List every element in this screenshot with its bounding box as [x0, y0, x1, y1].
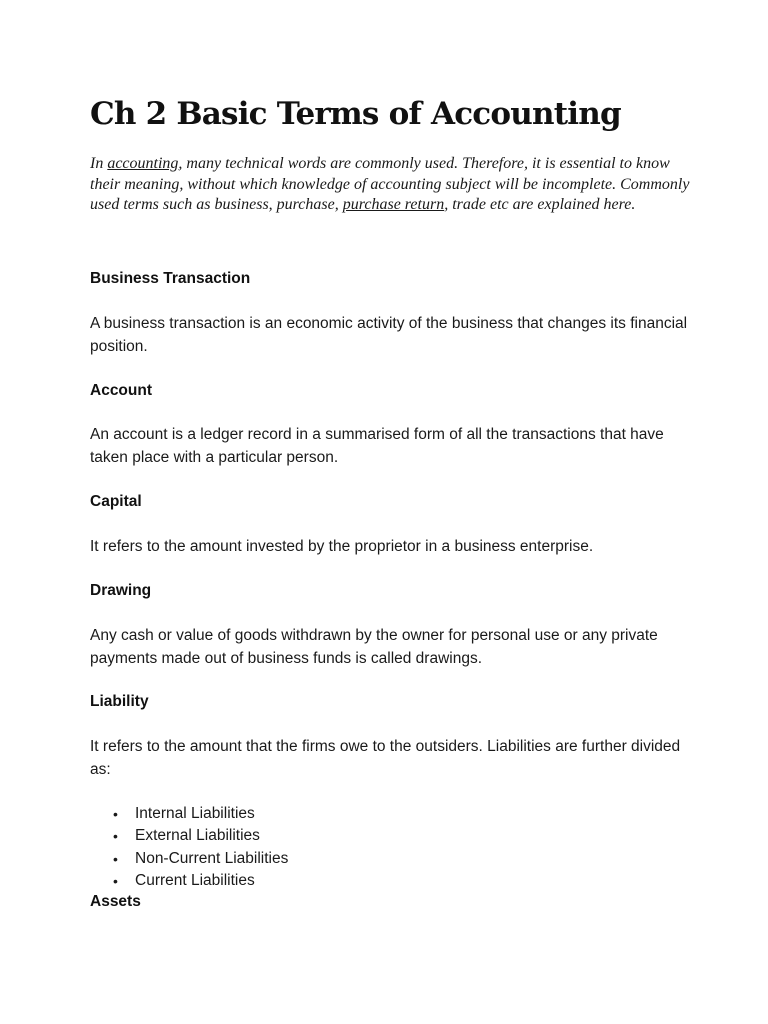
- body-account: An account is a ledger record in a summarised form of all the transactions that have taken place with a particular person.: [90, 426, 664, 466]
- heading-business-transaction: Business Transaction: [90, 270, 251, 287]
- bullet-icon: •: [113, 806, 118, 822]
- intro-paragraph: [90, 154, 690, 216]
- heading-capital: Capital: [90, 493, 142, 510]
- heading-drawing: Drawing: [90, 582, 152, 599]
- list-item: [90, 870, 288, 892]
- list-item-label: Current Liabilities: [135, 871, 255, 889]
- list-item-label: Non-Current Liabilities: [135, 849, 289, 867]
- heading-liability: Liability: [90, 693, 149, 710]
- body-drawing: Any cash or value of goods withdrawn by the owner for personal use or any private payments made out of business funds is called drawings.: [90, 627, 658, 667]
- list-item-label: External Liabilities: [135, 827, 260, 845]
- bullet-icon: •: [113, 828, 118, 845]
- intro-text: , trade etc are explained here.: [444, 196, 636, 214]
- accounting-link[interactable]: accounting: [107, 155, 179, 172]
- body-business-transaction: A business transaction is an economic activity of the business that changes its financial position.: [90, 315, 688, 355]
- heading-account: Account: [90, 382, 152, 399]
- page-title: Ch 2 Basic Terms of Accounting: [90, 96, 621, 132]
- list-item: [90, 803, 288, 825]
- liabilities-list: [90, 803, 288, 892]
- intro-text: In: [90, 155, 108, 172]
- list-item-label: Internal Liabilities: [135, 805, 255, 822]
- list-item: [90, 848, 288, 870]
- list-item: [90, 825, 288, 847]
- purchase-return-link[interactable]: purchase return: [342, 196, 445, 214]
- bullet-icon: •: [113, 872, 118, 889]
- body-liability: It refers to the amount that the firms owe to the outsiders. Liabilities are further divided as:: [90, 738, 681, 778]
- heading-assets: Assets: [90, 893, 141, 910]
- body-capital: It refers to the amount invested by the proprietor in a business enterprise.: [90, 538, 594, 555]
- intro-text: , many technical words are commonly used. Therefore, it is essential to know their meaning, without which knowledge of accounting subject will be incomplete. Commonly used terms such as business, purchase,: [90, 155, 690, 214]
- bullet-icon: •: [113, 850, 118, 867]
